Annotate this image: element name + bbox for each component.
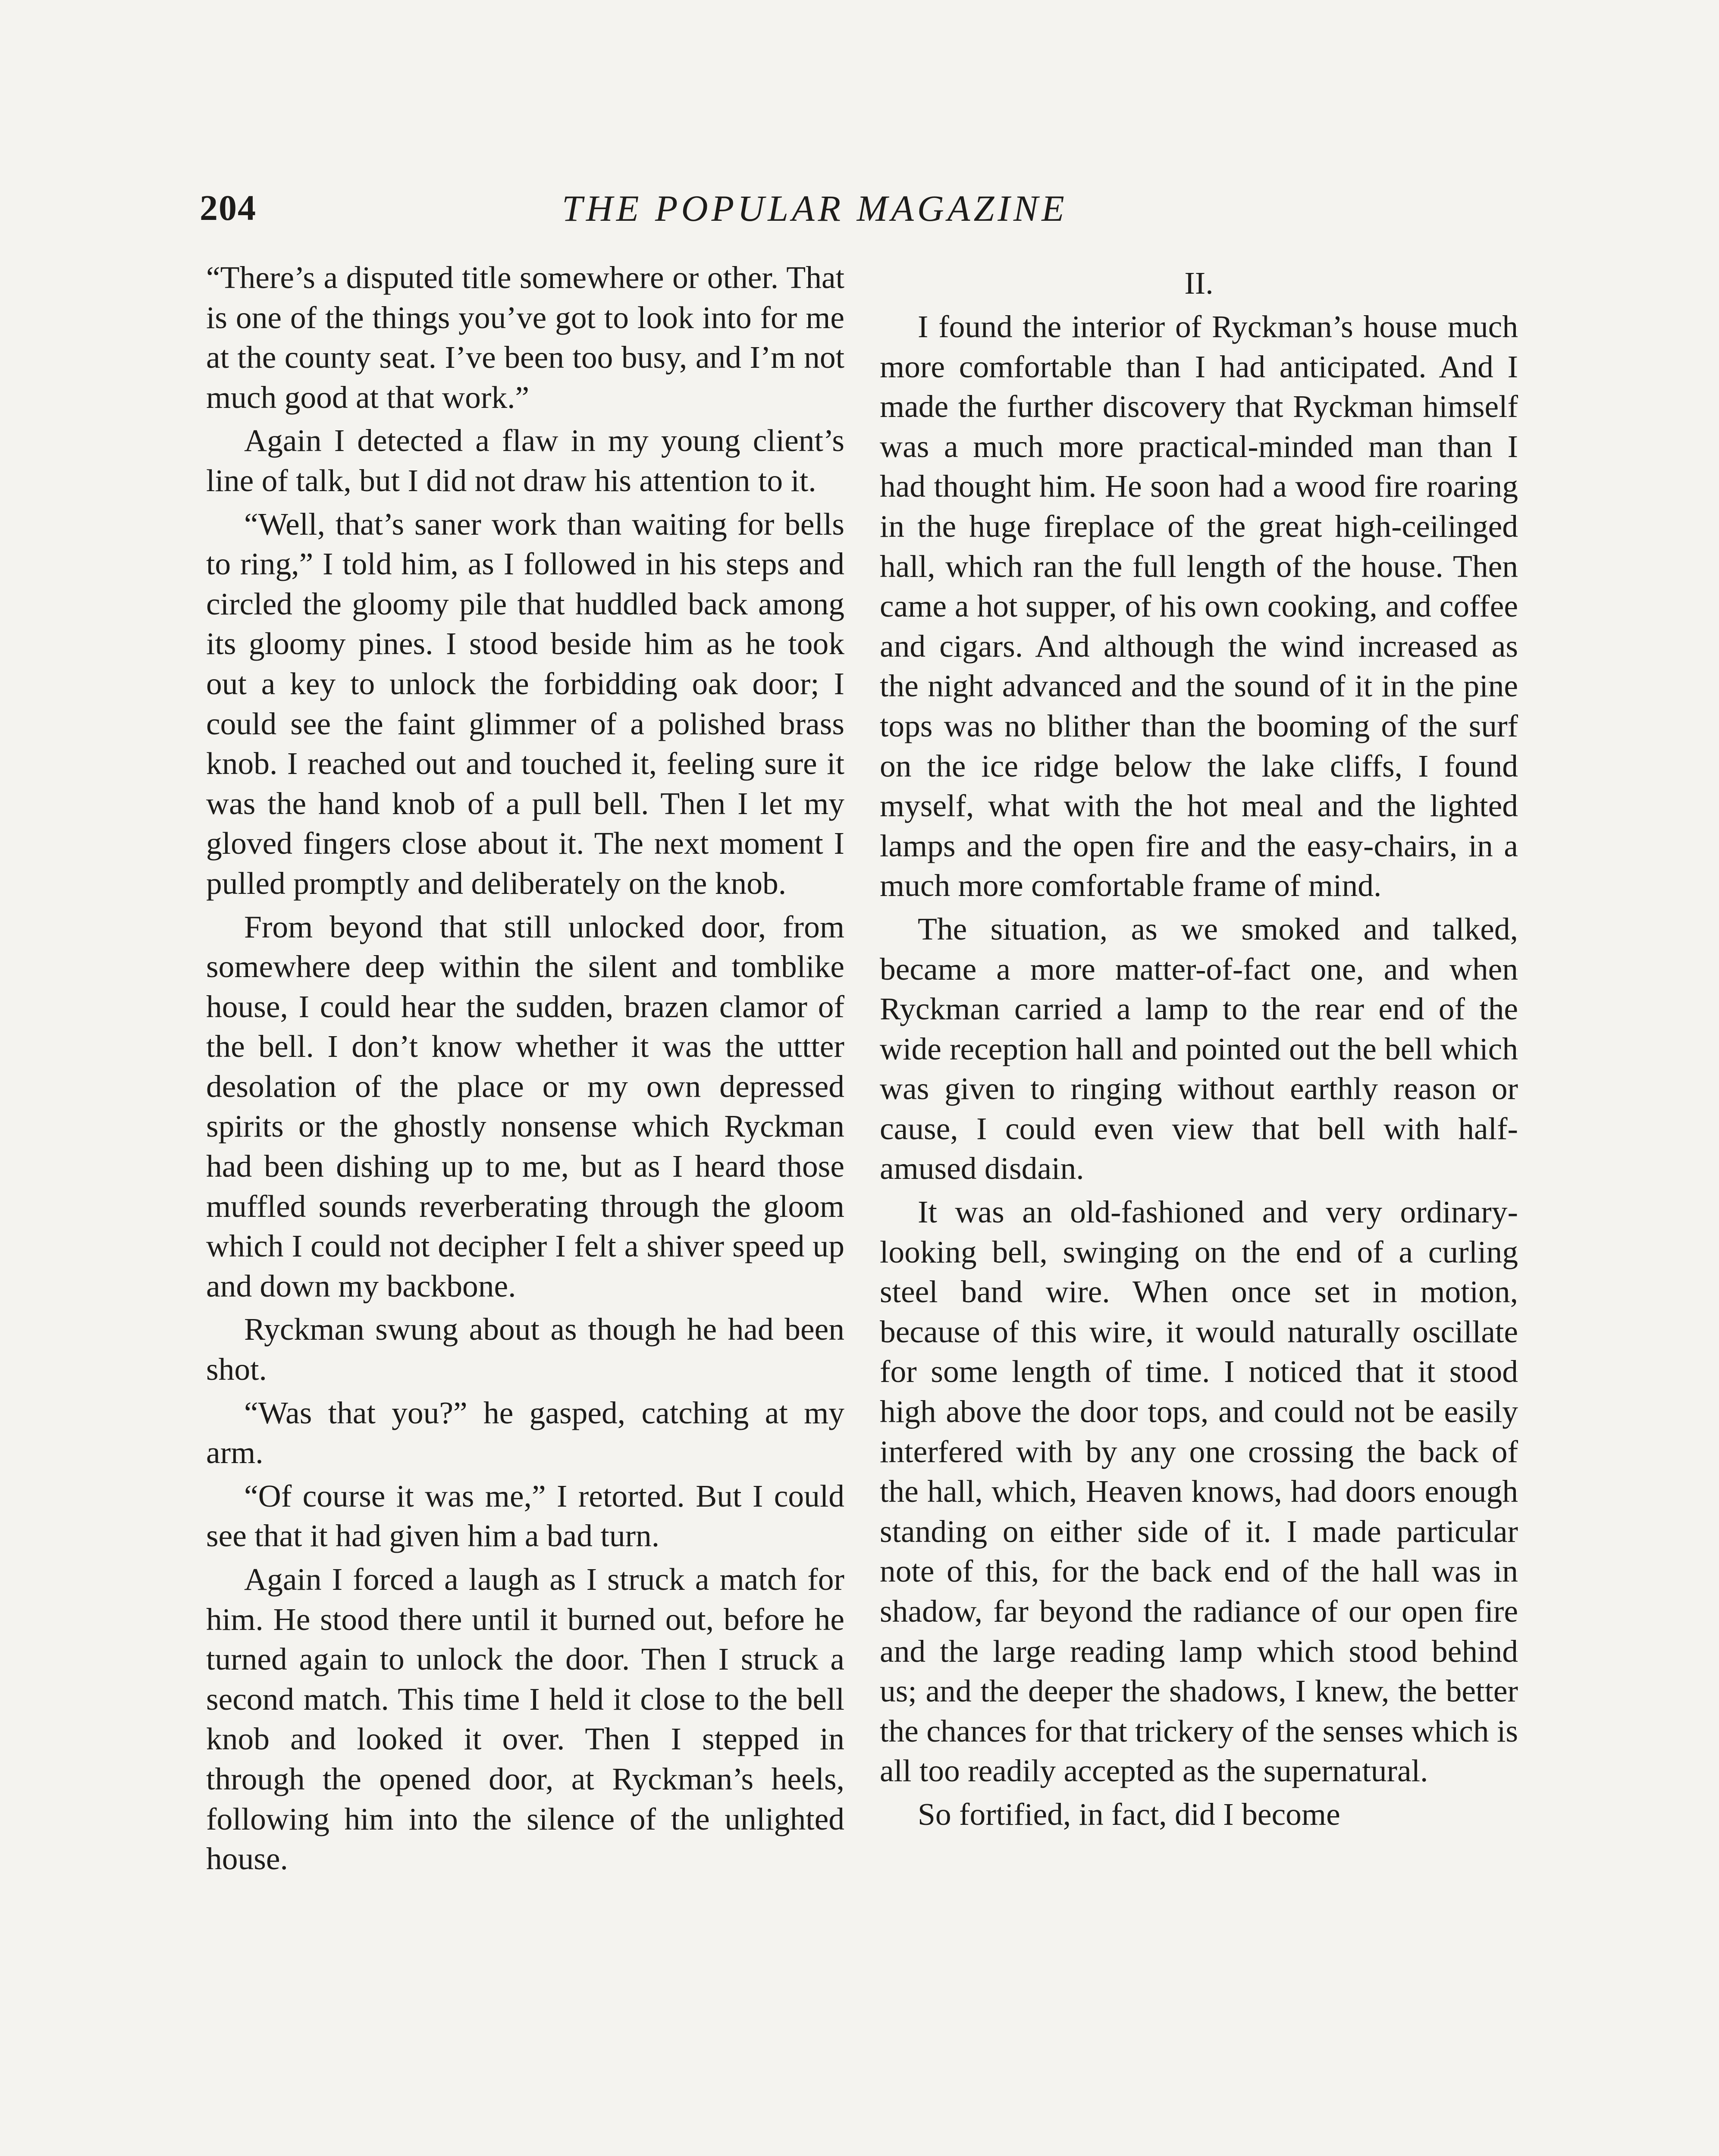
- paragraph: Again I forced a laugh as I struck a match for him. He stood there until it burned out, before he turned again to unlock the door. Then I struck a second match. This time I held it close to the bell knob and looked it over. Then I stepped in through the opened door, at Ryckman’s heels, following him into the silence of the unlighted house.: [206, 1562, 844, 1877]
- page-number: 204: [200, 188, 257, 228]
- paragraph: From beyond that still unlocked door, from somewhere deep within the silent and tomblike house, I could hear the sudden, brazen clamor of the bell. I don’t know whether it was the uttter desolation of the place or my own depressed spirits or the ghostly nonsense which Ryckman had been dishing up to me, but as I heard those muffled sounds reverberating through the gloom which I could not decipher I felt a shiver speed up and down my backbone.: [206, 909, 844, 1304]
- paragraph: Again I detected a flaw in my young client’s line of talk, but I did not draw his attention to it.: [206, 423, 844, 498]
- paragraph: “Of course it was me,” I retorted. But I could see that it had given him a bad turn.: [206, 1478, 844, 1554]
- section-number: II.: [1184, 266, 1214, 301]
- paragraph: “Was that you?” he gasped, catching at my arm.: [206, 1395, 844, 1470]
- left-column: [206, 258, 844, 1883]
- paragraph: “There’s a disputed title somewhere or other. That is one of the things you’ve got to look into for me at the county seat. I’ve been too busy, and I’m not much good at that work.”: [206, 260, 844, 415]
- paragraph: I found the interior of Ryckman’s house much more comfortable than I had anticipated. And I made the further discovery that Ryckman himself was a much more practical-minded man than I had thought him. He soon had a wood fire roaring in the huge fireplace of the great high-ceilinged hall, which ran the full length of the house. Then came a hot supper, of his own cooking, and coffee and cigars. And although the wind increased as the night advanced and the sound of it in the pine tops was no blither than the booming of the surf on the ice ridge below the lake cliffs, I found myself, what with the hot meal and the lighted lamps and the open fire and the easy-chairs, in a much more comfortable frame of mind.: [880, 309, 1518, 903]
- paragraph: “Well, that’s saner work than waiting for bells to ring,” I told him, as I followed in his steps and circled the gloomy pile that huddled back among its gloomy pines. I stood beside him as he took out a key to unlock the forbidding oak door; I could see the faint glimmer of a polished brass knob. I reached out and touched it, feeling sure it was the hand knob of a pull bell. Then I let my gloved fingers close about it. The next moment I pulled promptly and deliberately on the knob.: [206, 506, 844, 901]
- paragraph: It was an old-fashioned and very ordinary-looking bell, swinging on the end of a curling steel band wire. When once set in motion, because of this wire, it would naturally oscillate for some length of time. I noticed that it stood high above the door tops, and could not be easily interfered with by any one crossing the back of the hall, which, Heaven knows, had doors enough standing on either side of it. I made particular note of this, for the back end of the hall was in shadow, far beyond the radiance of our open fire and the large reading lamp which stood behind us; and the deeper the shadows, I knew, the better the chances for that trickery of the senses which is all too readily accepted as the supernatural.: [880, 1194, 1518, 1789]
- running-title: THE POPULAR MAGAZINE: [562, 188, 1068, 229]
- paragraph: The situation, as we smoked and talked, became a more matter-of-fact one, and when Ryckman carried a lamp to the rear end of the wide reception hall and pointed out the bell which was given to ringing without earthly reason or cause, I could even view that bell with half-amused disdain.: [880, 911, 1518, 1186]
- paragraph: Ryckman swung about as though he had been shot.: [206, 1312, 844, 1387]
- paragraph: So fortified, in fact, did I become: [918, 1796, 1340, 1832]
- right-column: [880, 262, 1518, 1838]
- page-header: [200, 185, 1519, 232]
